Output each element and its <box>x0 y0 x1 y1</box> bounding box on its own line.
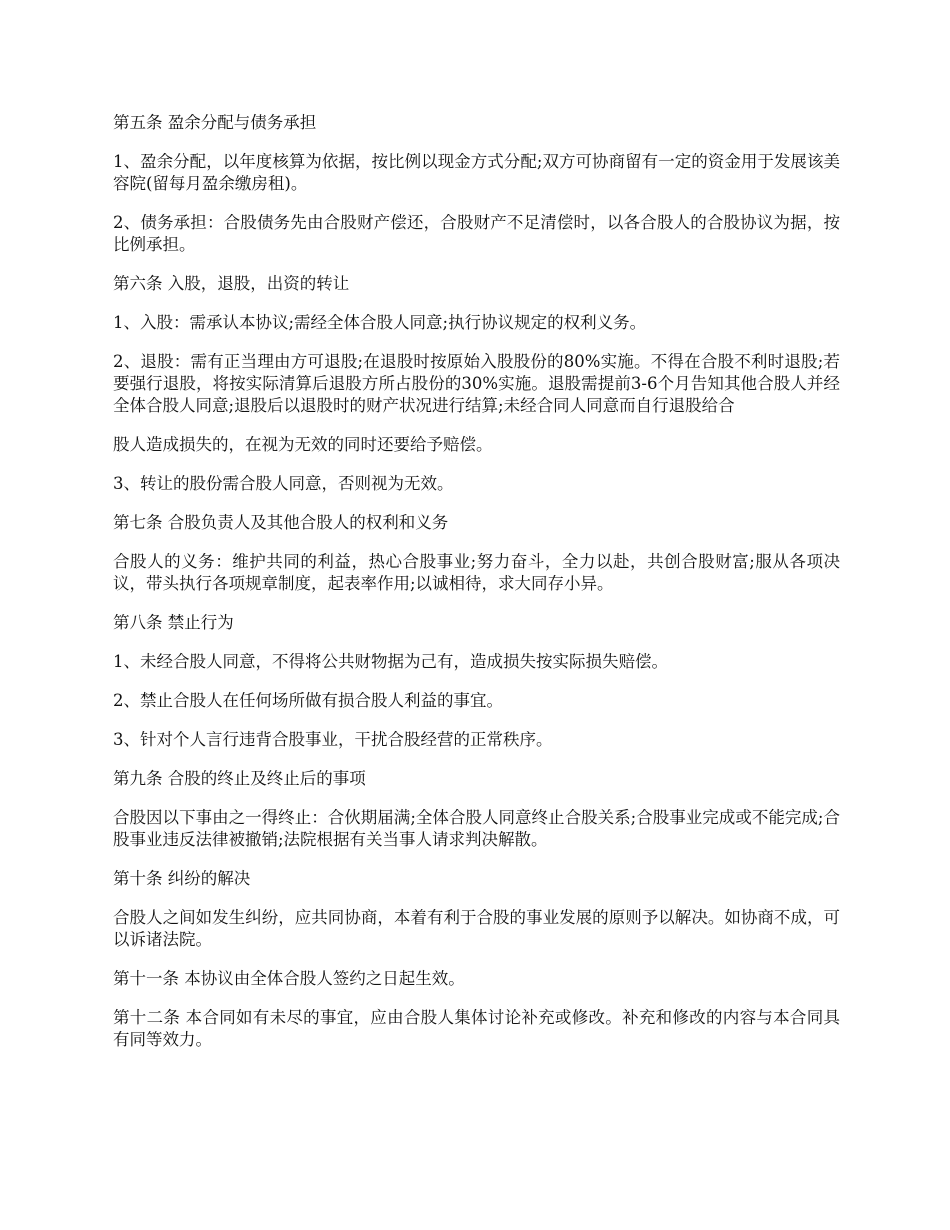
document-body <box>113 112 840 1068</box>
heading-article-10: 第十条 纠纷的解决 <box>113 869 251 888</box>
paragraph-prohibition-3: 3、针对个人言行违背合股事业，干扰合股经营的正常秩序。 <box>113 730 553 749</box>
heading-article-9: 第九条 合股的终止及终止后的事项 <box>113 769 366 788</box>
paragraph-dispute: 合股人之间如发生纠纷，应共同协商，本着有利于合股的事业发展的原则予以解决。如协商不成，可以诉诸法院。 <box>113 908 840 949</box>
paragraph-joining: 1、入股：需承认本协议;需经全体合股人同意;执行协议规定的权利义务。 <box>113 313 647 332</box>
heading-article-11: 第十一条 本协议由全体合股人签约之日起生效。 <box>113 969 465 988</box>
heading-article-7: 第七条 合股负责人及其他合股人的权利和义务 <box>113 513 449 532</box>
paragraph-withdrawal-continued: 股人造成损失的，在视为无效的同时还要给予赔偿。 <box>113 435 493 454</box>
paragraph-transfer: 3、转让的股份需合股人同意，否则视为无效。 <box>113 474 454 493</box>
paragraph-withdrawal: 2、退股：需有正当理由方可退股;在退股时按原始入股股份的80%实施。不得在合股不利时退股;若要强行退股，将按实际清算后退股方所占股份的30%实施。退股需提前3-6个月告知其他合股人并经全体合股人同意;退股后以退股时的财产状况进行结算;未经合同人同意而自行退股给合 <box>113 352 840 415</box>
paragraph-obligations: 合股人的义务：维护共同的利益，热心合股事业;努力奋斗，全力以赴，共创合股财富;服从各项决议，带头执行各项规章制度，起表率作用;以诚相待，求大同存小异。 <box>113 552 840 593</box>
paragraph-prohibition-1: 1、未经合股人同意，不得将公共财物据为己有，造成损失按实际损失赔偿。 <box>113 652 668 671</box>
heading-article-8: 第八条 禁止行为 <box>113 613 234 632</box>
paragraph-debt-bearing: 2、债务承担：合股债务先由合股财产偿还，合股财产不足清偿时，以各合股人的合股协议为据，按比例承担。 <box>113 213 840 254</box>
paragraph-profit-distribution: 1、盈余分配，以年度核算为依据，按比例以现金方式分配;双方可协商留有一定的资金用于发展该美容院(留每月盈余缴房租)。 <box>113 152 840 193</box>
paragraph-termination: 合股因以下事由之一得终止：合伙期届满;全体合股人同意终止合股关系;合股事业完成或不能完成;合股事业违反法律被撤销;法院根据有关当事人请求判决解散。 <box>113 808 840 849</box>
heading-article-12: 第十二条 本合同如有未尽的事宜，应由合股人集体讨论补充或修改。补充和修改的内容与本合同具有同等效力。 <box>113 1008 840 1049</box>
heading-article-6: 第六条 入股，退股，出资的转让 <box>113 274 350 293</box>
paragraph-prohibition-2: 2、禁止合股人在任何场所做有损合股人利益的事宜。 <box>113 691 503 710</box>
heading-article-5: 第五条 盈余分配与债务承担 <box>113 113 317 132</box>
